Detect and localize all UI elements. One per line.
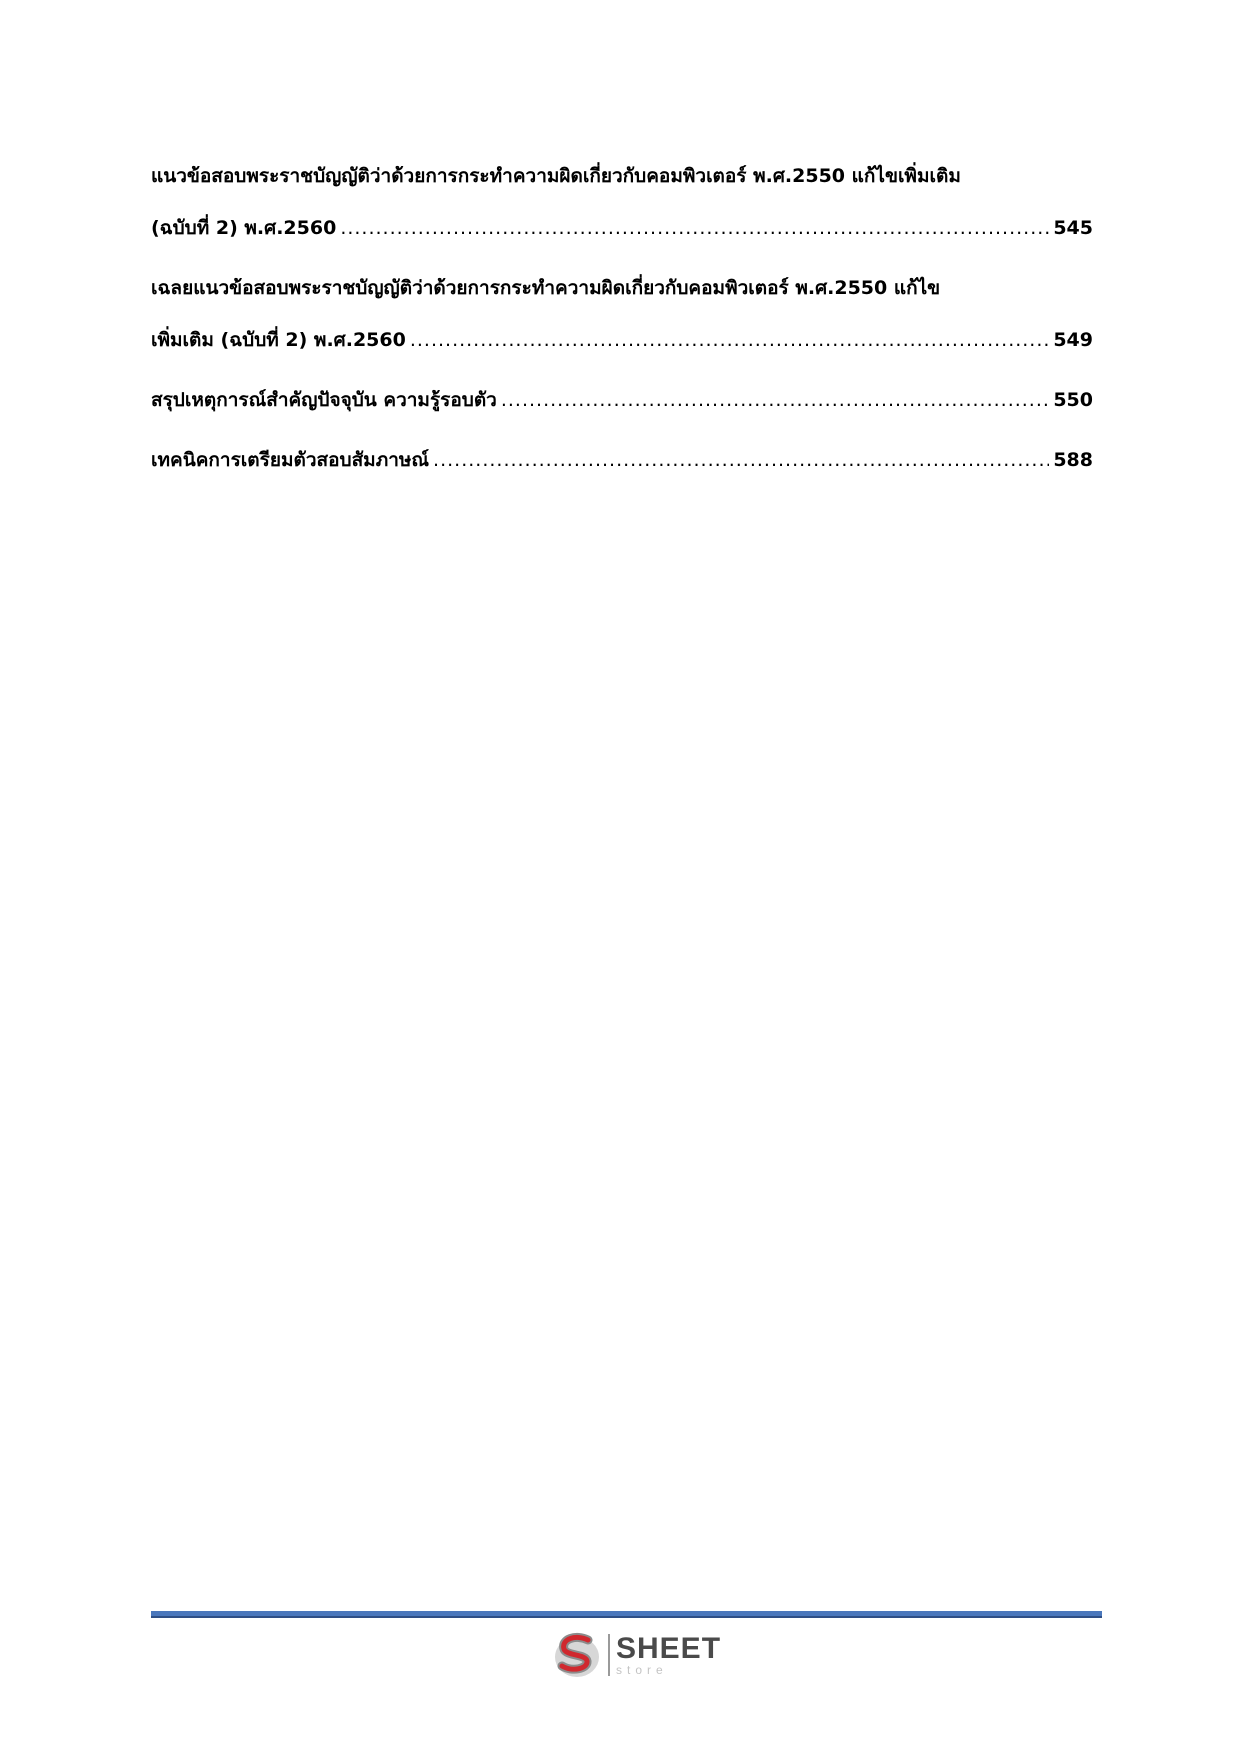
dot-leader <box>433 434 1049 486</box>
toc-entry-title-line <box>151 262 1093 314</box>
toc-entry[interactable] <box>151 434 1093 486</box>
toc-entry-continuation-line <box>151 202 1093 254</box>
dot-leader <box>410 314 1050 366</box>
toc-page-number: 588 <box>1053 449 1093 471</box>
toc-entry-title: เทคนิคการเตรียมตัวสอบสัมภาษณ์ <box>151 449 430 471</box>
dot-leader <box>340 202 1049 254</box>
toc-entry-title: เฉลยแนวข้อสอบพระราชบัญญัติว่าด้วยการกระทำความผิดเกี่ยวกับคอมพิวเตอร์ พ.ศ.2550 แก้ไข <box>151 277 941 299</box>
toc-entry-title-line <box>151 150 1093 202</box>
toc-page-number: 550 <box>1053 389 1093 411</box>
toc-entry-title: สรุปเหตุการณ์สำคัญปัจจุบัน ความรู้รอบตัว <box>151 389 497 411</box>
toc-entry[interactable] <box>151 374 1093 426</box>
logo-word: SHEET <box>616 1632 722 1665</box>
sheet-store-s-logo-icon <box>552 1630 602 1680</box>
dot-leader <box>501 374 1049 426</box>
toc-entry-continuation-line <box>151 314 1093 366</box>
toc-entry-title: แนวข้อสอบพระราชบัญญัติว่าด้วยการกระทำความผิดเกี่ยวกับคอมพิวเตอร์ พ.ศ.2550 แก้ไขเพิ่มเติม <box>151 165 961 187</box>
toc-page-number: 545 <box>1053 217 1093 239</box>
logo-wordmark <box>616 1634 721 1676</box>
toc-entry[interactable] <box>151 262 1093 366</box>
table-of-contents <box>151 150 1093 486</box>
toc-entry-title-line <box>151 434 1093 486</box>
toc-entry-title-continued: (ฉบับที่ 2) พ.ศ.2560 <box>151 217 337 239</box>
toc-entry-title-line <box>151 374 1093 426</box>
toc-entry-title-continued: เพิ่มเติม (ฉบับที่ 2) พ.ศ.2560 <box>151 329 406 351</box>
footer-rule <box>151 1611 1102 1618</box>
logo-subword: store <box>616 1663 668 1677</box>
toc-entry[interactable] <box>151 150 1093 254</box>
toc-page-number: 549 <box>1053 329 1093 351</box>
sheet-store-logo <box>552 1630 721 1680</box>
logo-divider <box>608 1634 610 1676</box>
